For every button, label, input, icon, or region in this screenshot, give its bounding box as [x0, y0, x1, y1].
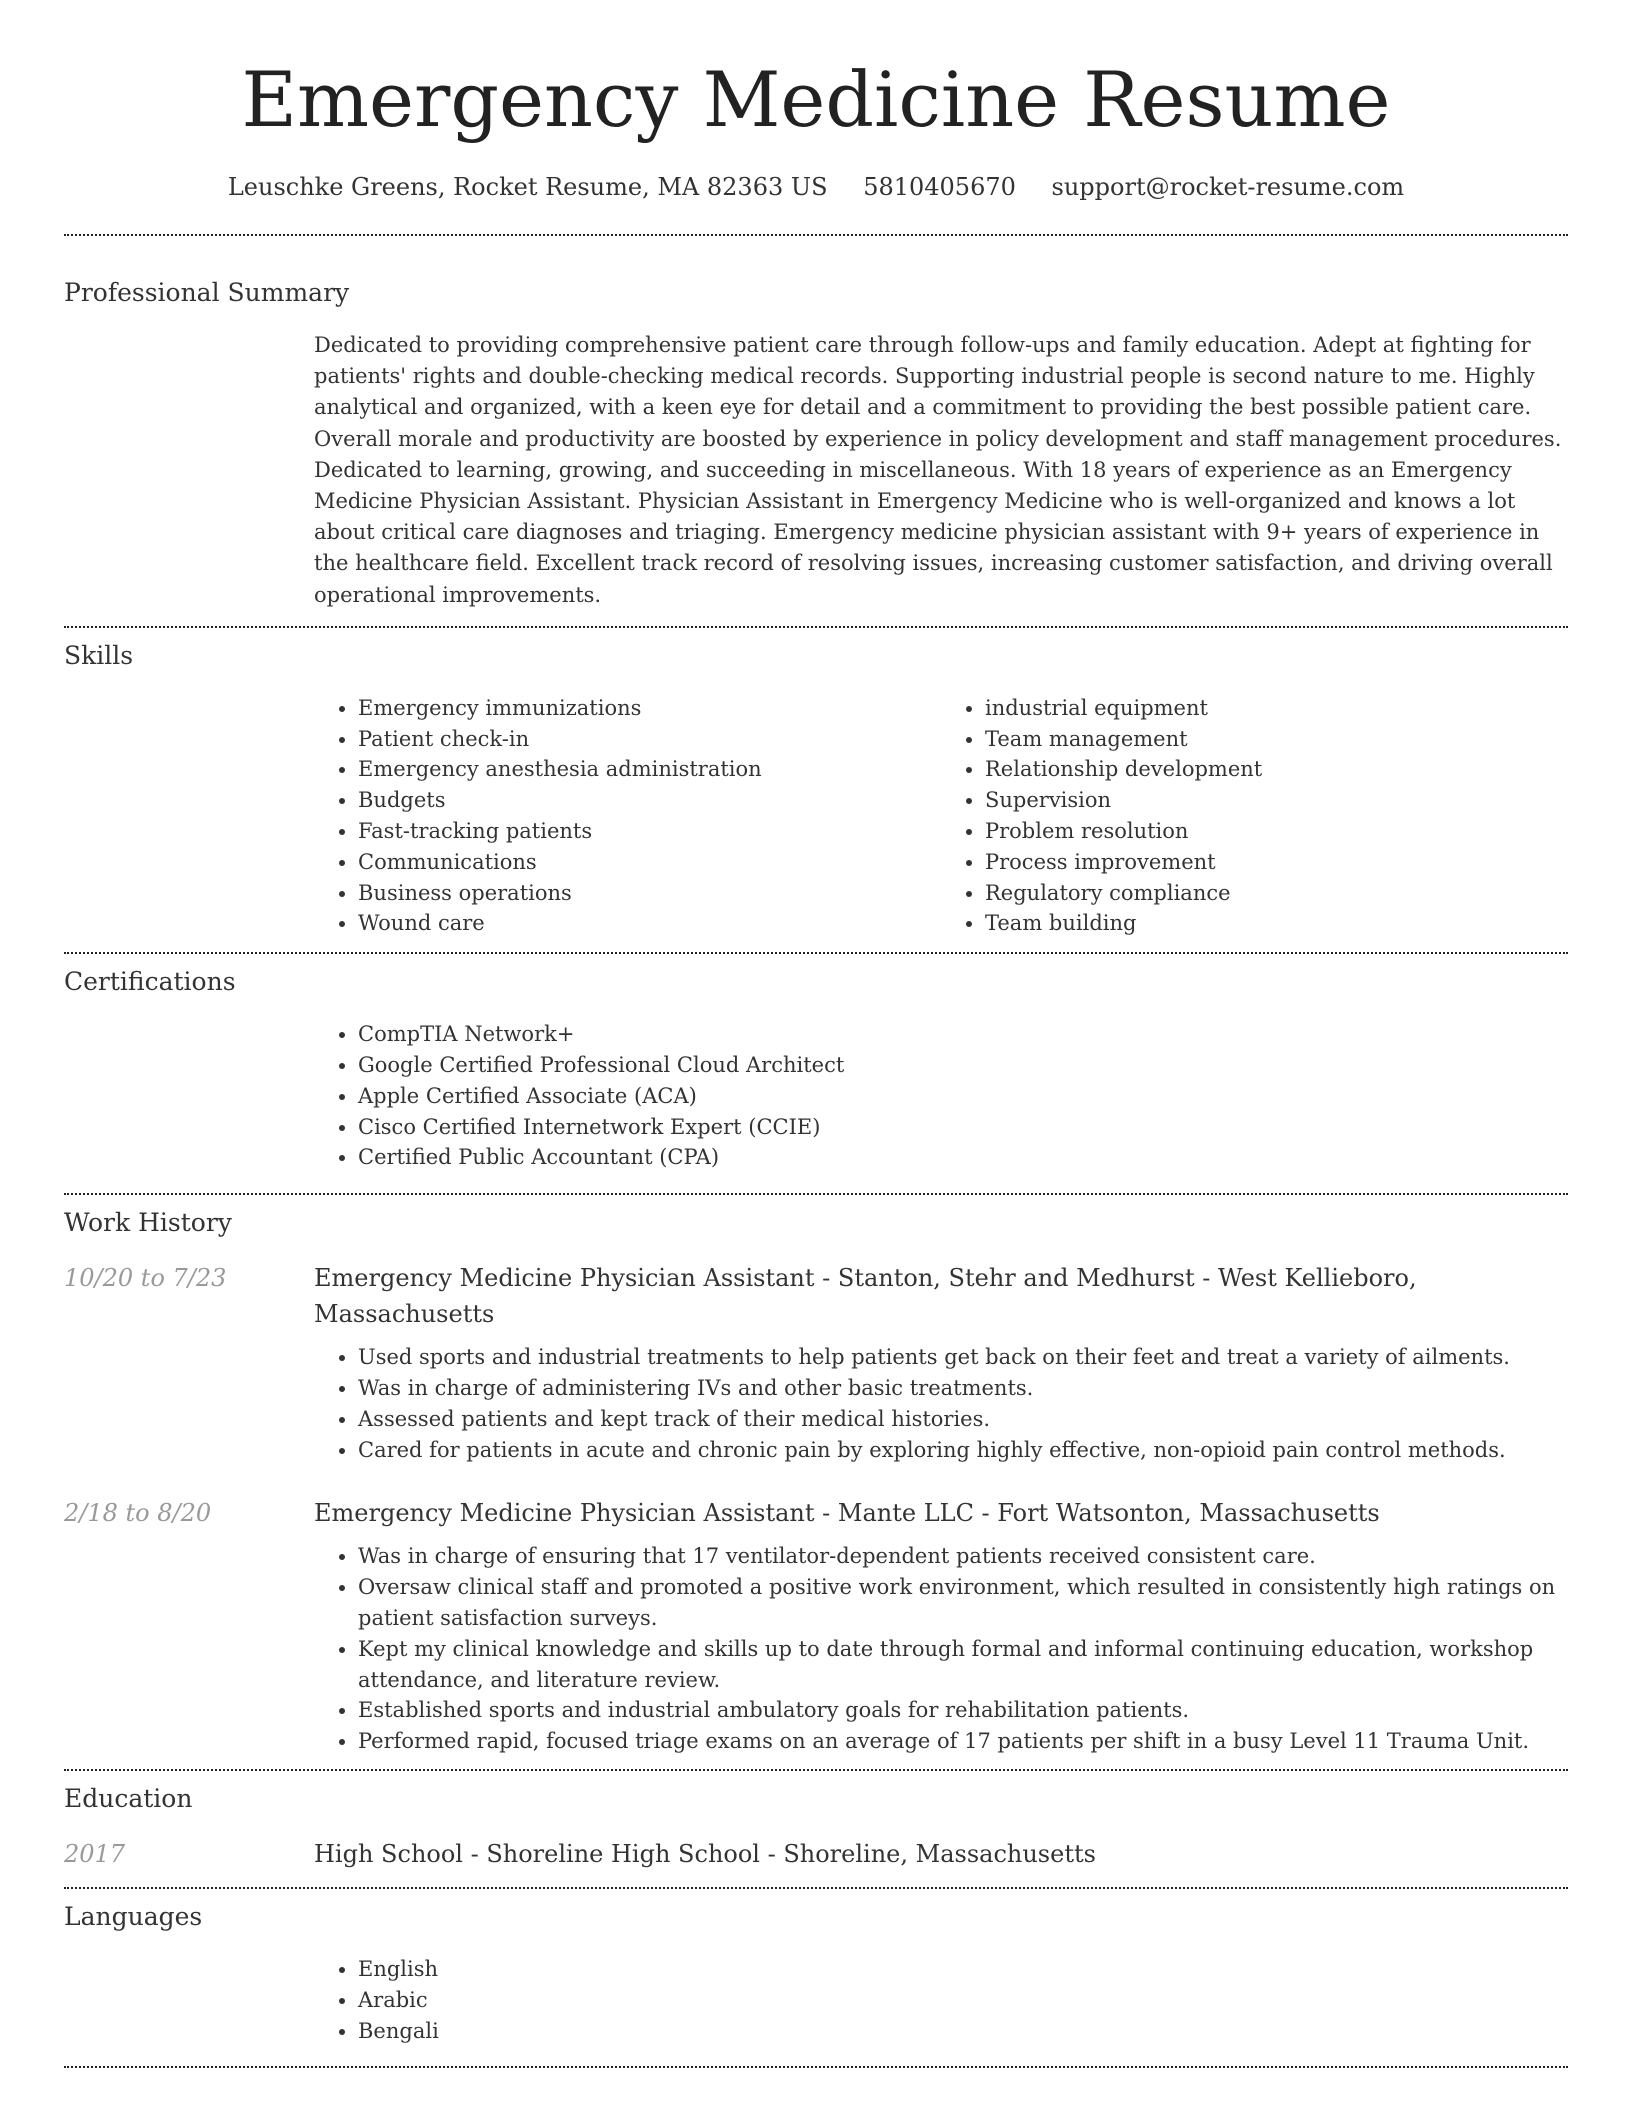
list-item: • Cared for patients in acute and chronic pain by exploring highly effective, non-opioid pain control methods.	[358, 1435, 1568, 1466]
list-item: • industrial equipment	[985, 693, 1568, 724]
list-item: • Used sports and industrial treatments to help patients get back on their feet and treat a variety of ailments.	[358, 1342, 1568, 1373]
divider	[64, 234, 1568, 236]
list-item: • Emergency immunizations	[358, 693, 941, 724]
job-bullets	[314, 1342, 1568, 1465]
section-title-work: Work History	[64, 1208, 232, 1238]
contact-email: support@rocket-resume.com	[1051, 173, 1405, 201]
certifications-block	[314, 1019, 1568, 1173]
list-item: • Cisco Certified Internetwork Expert (CCIE)	[358, 1112, 1568, 1143]
job-bullets	[314, 1541, 1568, 1757]
list-item: • Regulatory compliance	[985, 878, 1568, 909]
divider	[64, 952, 1568, 954]
section-title-certifications: Certifications	[64, 967, 236, 997]
job-entry	[64, 1495, 1568, 1531]
list-item: • Patient check-in	[358, 724, 941, 755]
divider	[64, 1193, 1568, 1195]
list-item: • Oversaw clinical staff and promoted a positive work environment, which resulted in consistently high ratings on patient satisfaction surveys.	[358, 1572, 1568, 1634]
list-item: • Established sports and industrial ambulatory goals for rehabilitation patients.	[358, 1695, 1568, 1726]
list-item: • Emergency anesthesia administration	[358, 754, 941, 785]
list-item: • Budgets	[358, 785, 941, 816]
education-title: High School - Shoreline High School - Shoreline, Massachusetts	[314, 1839, 1096, 1868]
section-title-languages: Languages	[64, 1901, 203, 1931]
list-item: • Process improvement	[985, 847, 1568, 878]
job-date: 2/18 to 8/20	[64, 1499, 212, 1528]
education-date: 2017	[64, 1839, 126, 1868]
job-title: Emergency Medicine Physician Assistant - Stanton, Stehr and Medhurst - West Kellieboro, Massachusetts	[314, 1264, 1417, 1329]
list-item: • English	[358, 1954, 1568, 1985]
divider	[64, 626, 1568, 628]
languages-block	[314, 1954, 1568, 2046]
job-bullet-list	[314, 1342, 1568, 1465]
contact-line	[64, 170, 1568, 204]
list-item: • Kept my clinical knowledge and skills up to date through formal and informal continuing education, workshop attendance, and literature review.	[358, 1634, 1568, 1696]
list-item: • Certified Public Accountant (CPA)	[358, 1142, 1568, 1173]
list-item: • Bengali	[358, 2016, 1568, 2047]
list-item: • Team management	[985, 724, 1568, 755]
list-item: • CompTIA Network+	[358, 1019, 1568, 1050]
list-item: • Assessed patients and kept track of their medical histories.	[358, 1404, 1568, 1435]
job-bullet-list	[314, 1541, 1568, 1757]
summary-text: Dedicated to providing comprehensive patient care through follow-ups and family education. Adept at fighting for patients' rights and double-checking medical records. Supporting industrial people is second nature to me. Highly analytical and organized, with a keen eye for detail and a commitment to providing the best possible patient care. Overall morale and productivity are boosted by experience in policy development and staff management procedures. Dedicated to learning, growing, and succeeding in miscellaneous. With 18 years of experience as an Emergency Medicine Physician Assistant. Physician Assistant in Emergency Medicine who is well-organized and knows a lot about critical care diagnoses and triaging. Emergency medicine physician assistant with 9+ years of experience in the healthcare field. Excellent track record of resolving issues, increasing customer satisfaction, and driving overall operational improvements.	[314, 333, 1562, 607]
skills-list-left	[314, 693, 941, 939]
list-item: • Google Certified Professional Cloud Architect	[358, 1050, 1568, 1081]
list-item: • Arabic	[358, 1985, 1568, 2016]
list-item: • Communications	[358, 847, 941, 878]
list-item: • Fast-tracking patients	[358, 816, 941, 847]
job-date: 10/20 to 7/23	[64, 1264, 227, 1293]
section-title-summary: Professional Summary	[64, 278, 350, 307]
contact-address: Leuschke Greens, Rocket Resume, MA 82363 US	[227, 173, 828, 201]
resume-title: Emergency Medicine Resume	[241, 55, 1391, 144]
contact-phone: 5810405670	[863, 173, 1016, 201]
section-title-skills: Skills	[64, 640, 134, 670]
divider	[64, 1769, 1568, 1771]
list-item: • Business operations	[358, 878, 941, 909]
list-item: • Problem resolution	[985, 816, 1568, 847]
languages-list	[314, 1954, 1568, 2046]
certifications-list	[314, 1019, 1568, 1173]
education-entry	[64, 1836, 1568, 1872]
list-item: • Was in charge of ensuring that 17 ventilator-dependent patients received consistent care.	[358, 1541, 1568, 1572]
list-item: • Team building	[985, 908, 1568, 939]
list-item: • Was in charge of administering IVs and other basic treatments.	[358, 1373, 1568, 1404]
divider	[64, 1887, 1568, 1889]
job-entry	[64, 1260, 1568, 1332]
list-item: • Relationship development	[985, 754, 1568, 785]
list-item: • Apple Certified Associate (ACA)	[358, 1081, 1568, 1112]
list-item: • Wound care	[358, 908, 941, 939]
skills-list-right	[941, 693, 1568, 939]
summary-block	[314, 330, 1568, 611]
section-title-education: Education	[64, 1783, 193, 1813]
divider	[64, 2066, 1568, 2068]
list-item: • Supervision	[985, 785, 1568, 816]
job-title: Emergency Medicine Physician Assistant - Mante LLC - Fort Watsonton, Massachusetts	[314, 1499, 1380, 1528]
skills-block	[314, 693, 1568, 939]
list-item: • Performed rapid, focused triage exams on an average of 17 patients per shift in a busy Level 11 Trauma Unit.	[358, 1726, 1568, 1757]
